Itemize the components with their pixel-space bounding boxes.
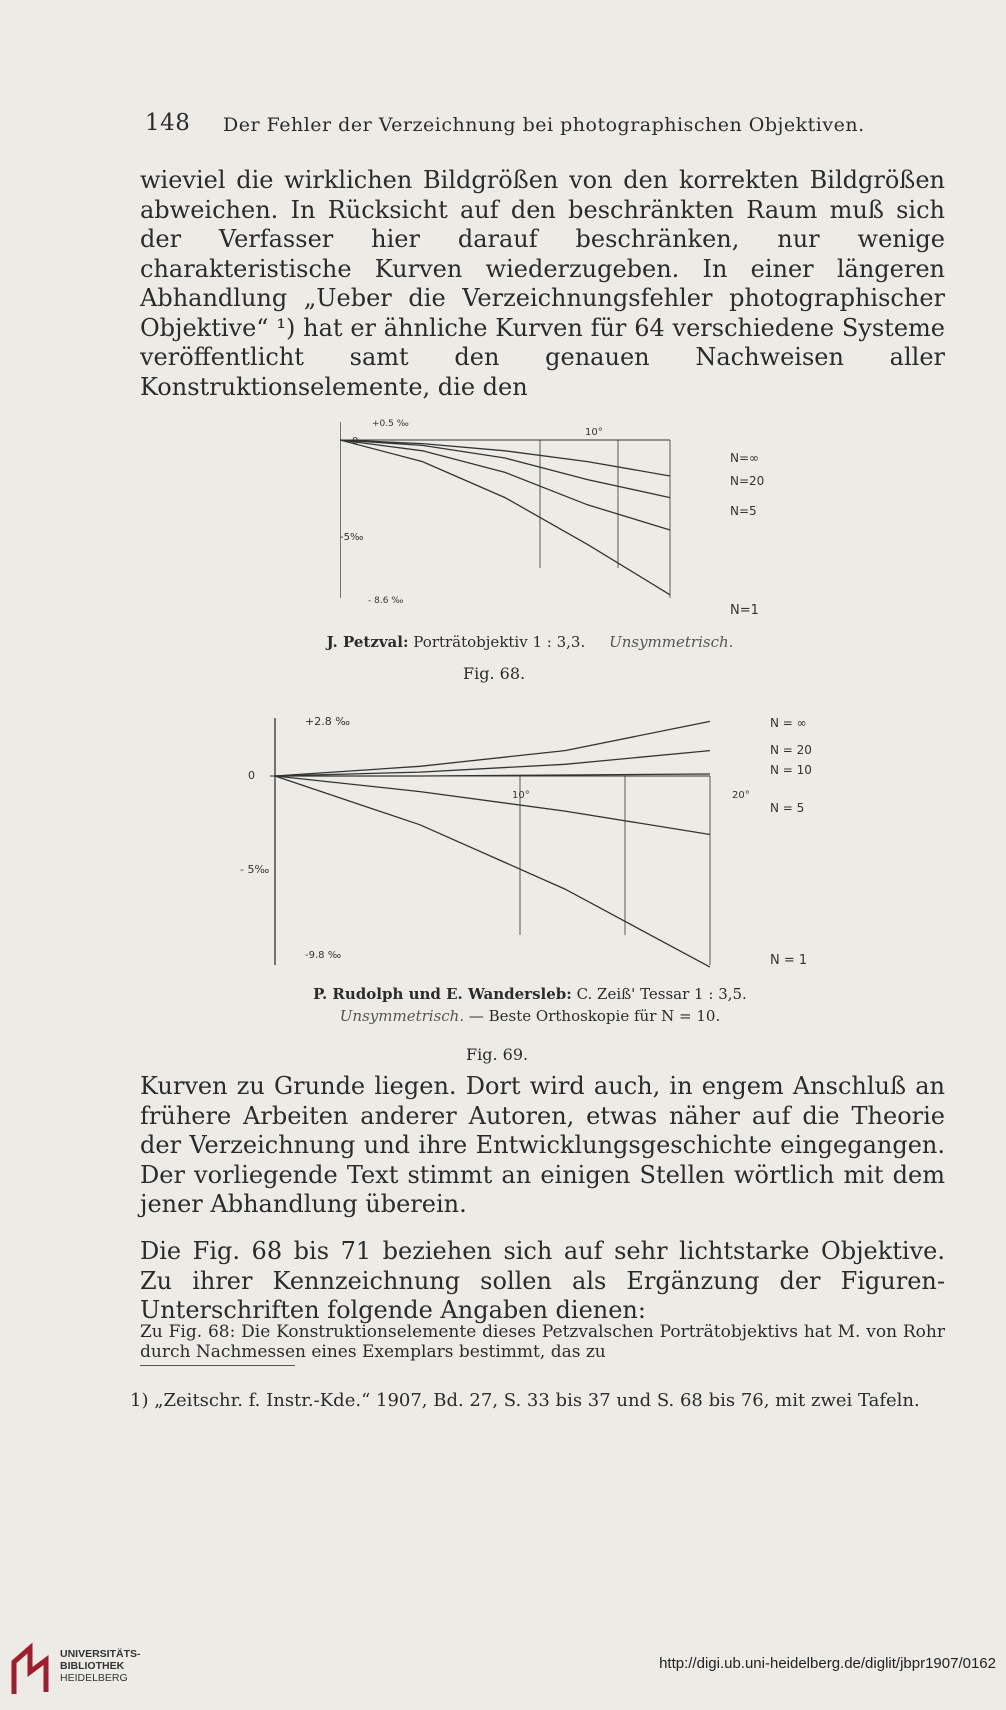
page-number: 148	[145, 110, 191, 136]
paragraph-3: Die Fig. 68 bis 71 beziehen sich auf sehr lichtstarke Objektive. Zu ihrer Kennzeichnung sollen als Ergänzung der Figuren-Unterschriften folgende Angaben dienen:	[140, 1237, 945, 1324]
paragraph-4: Zu Fig. 68: Die Konstruktionselemente dieses Petzvalschen Porträtobjektivs hat M. von Rohr durch Nachmessen eines Exemplars bestimmt, das zu	[140, 1322, 945, 1362]
figure-69-chart	[230, 710, 830, 980]
library-logo-icon	[8, 1642, 54, 1700]
fig68-ytick-mid: -5‰	[340, 532, 364, 543]
fig68-caption-text: Porträtobjektiv 1 : 3,3.	[413, 633, 586, 651]
fig68-label-n20: N=20	[730, 474, 765, 488]
paragraph-2: Kurven zu Grunde liegen. Dort wird auch, in engem Anschluß an frühere Arbeiten anderer Autoren, etwas näher auf die Theorie der Verzeichnung und ihre Entwicklungsgeschichte eingegangen. Der vorliegende Text stimmt an einigen Stellen wörtlich mit dem jener Abhandlung überein.	[140, 1072, 945, 1218]
fig69-caption-italic: Unsymmetrisch.	[339, 1007, 465, 1025]
series-line-3	[340, 440, 670, 595]
fig69-caption-author: P. Rudolph und E. Wandersleb:	[313, 985, 572, 1003]
fig69-label-n5: N = 5	[770, 801, 805, 815]
library-line-1: UNIVERSITÄTS-	[60, 1648, 141, 1660]
figure-68-label: Fig. 68.	[463, 664, 526, 683]
library-line-3: HEIDELBERG	[60, 1672, 128, 1684]
source-url[interactable]: http://digi.ub.uni-heidelberg.de/diglit/jbpr1907/0162	[659, 1655, 996, 1672]
fig69-angle-20: 20°	[732, 790, 750, 801]
fig69-label-ninf: N = ∞	[770, 716, 807, 730]
fig69-caption-text: C. Zeiß' Tessar 1 : 3,5.	[576, 985, 747, 1003]
fig68-label-ninf: N=∞	[730, 451, 760, 465]
fig69-label-n1: N = 1	[770, 953, 808, 968]
library-line-2: BIBLIOTHEK	[60, 1660, 125, 1672]
fig68-label-n5: N=5	[730, 504, 757, 518]
fig68-caption-italic: Unsymmetrisch.	[609, 633, 734, 651]
fig68-ytick-zero: 0	[352, 436, 359, 447]
fig68-caption-author: J. Petzval:	[326, 633, 409, 651]
fig69-ytick-zero: 0	[248, 769, 255, 782]
running-title: Der Fehler der Verzeichnung bei photographischen Objektiven.	[223, 114, 865, 136]
figure-69-caption	[230, 983, 830, 1027]
figure-69-label: Fig. 69.	[466, 1045, 529, 1064]
series-line-1	[340, 440, 670, 498]
fig69-caption-text2: — Beste Orthoskopie für N = 10.	[468, 1007, 721, 1025]
fig68-label-n1: N=1	[730, 603, 759, 618]
paragraph-1: wieviel die wirklichen Bildgrößen von den korrekten Bildgrößen abweichen. In Rücksicht auf den beschränkten Raum muß sich der Verfasser hier darauf beschränken, nur wenige charakteristische Kurven wiederzugeben. In einer längeren Abhandlung „Ueber die Verzeichnungsfehler photographischer Objektive“ ¹) hat er ähnliche Kurven für 64 verschiedene Systeme veröffentlicht samt den genauen Nachweisen aller Konstruktionselemente, die den	[140, 166, 945, 401]
series-line-4	[275, 776, 710, 967]
footnote-rule	[140, 1365, 295, 1366]
fig68-ytick-top: +0.5 ‰	[372, 419, 409, 429]
library-name	[60, 1648, 141, 1684]
fig68-ytick-bottom: - 8.6 ‰	[368, 596, 404, 606]
fig68-angle-marker: 10°	[585, 427, 603, 438]
fig69-label-n20: N = 20	[770, 743, 812, 757]
fig69-angle-10: 10°	[512, 790, 530, 801]
figure-68-chart	[340, 418, 800, 623]
fig69-ytick-bottom: -9.8 ‰	[305, 950, 342, 961]
figure-68-caption	[250, 633, 810, 651]
fig69-ytick-top: +2.8 ‰	[305, 715, 350, 728]
fig69-ytick-mid: - 5‰	[240, 863, 270, 876]
footnote: 1) „Zeitschr. f. Instr.-Kde.“ 1907, Bd. 27, S. 33 bis 37 und S. 68 bis 76, mit zwei Tafeln.	[130, 1390, 920, 1411]
fig69-label-n10: N = 10	[770, 763, 812, 777]
series-line-3	[275, 776, 710, 835]
